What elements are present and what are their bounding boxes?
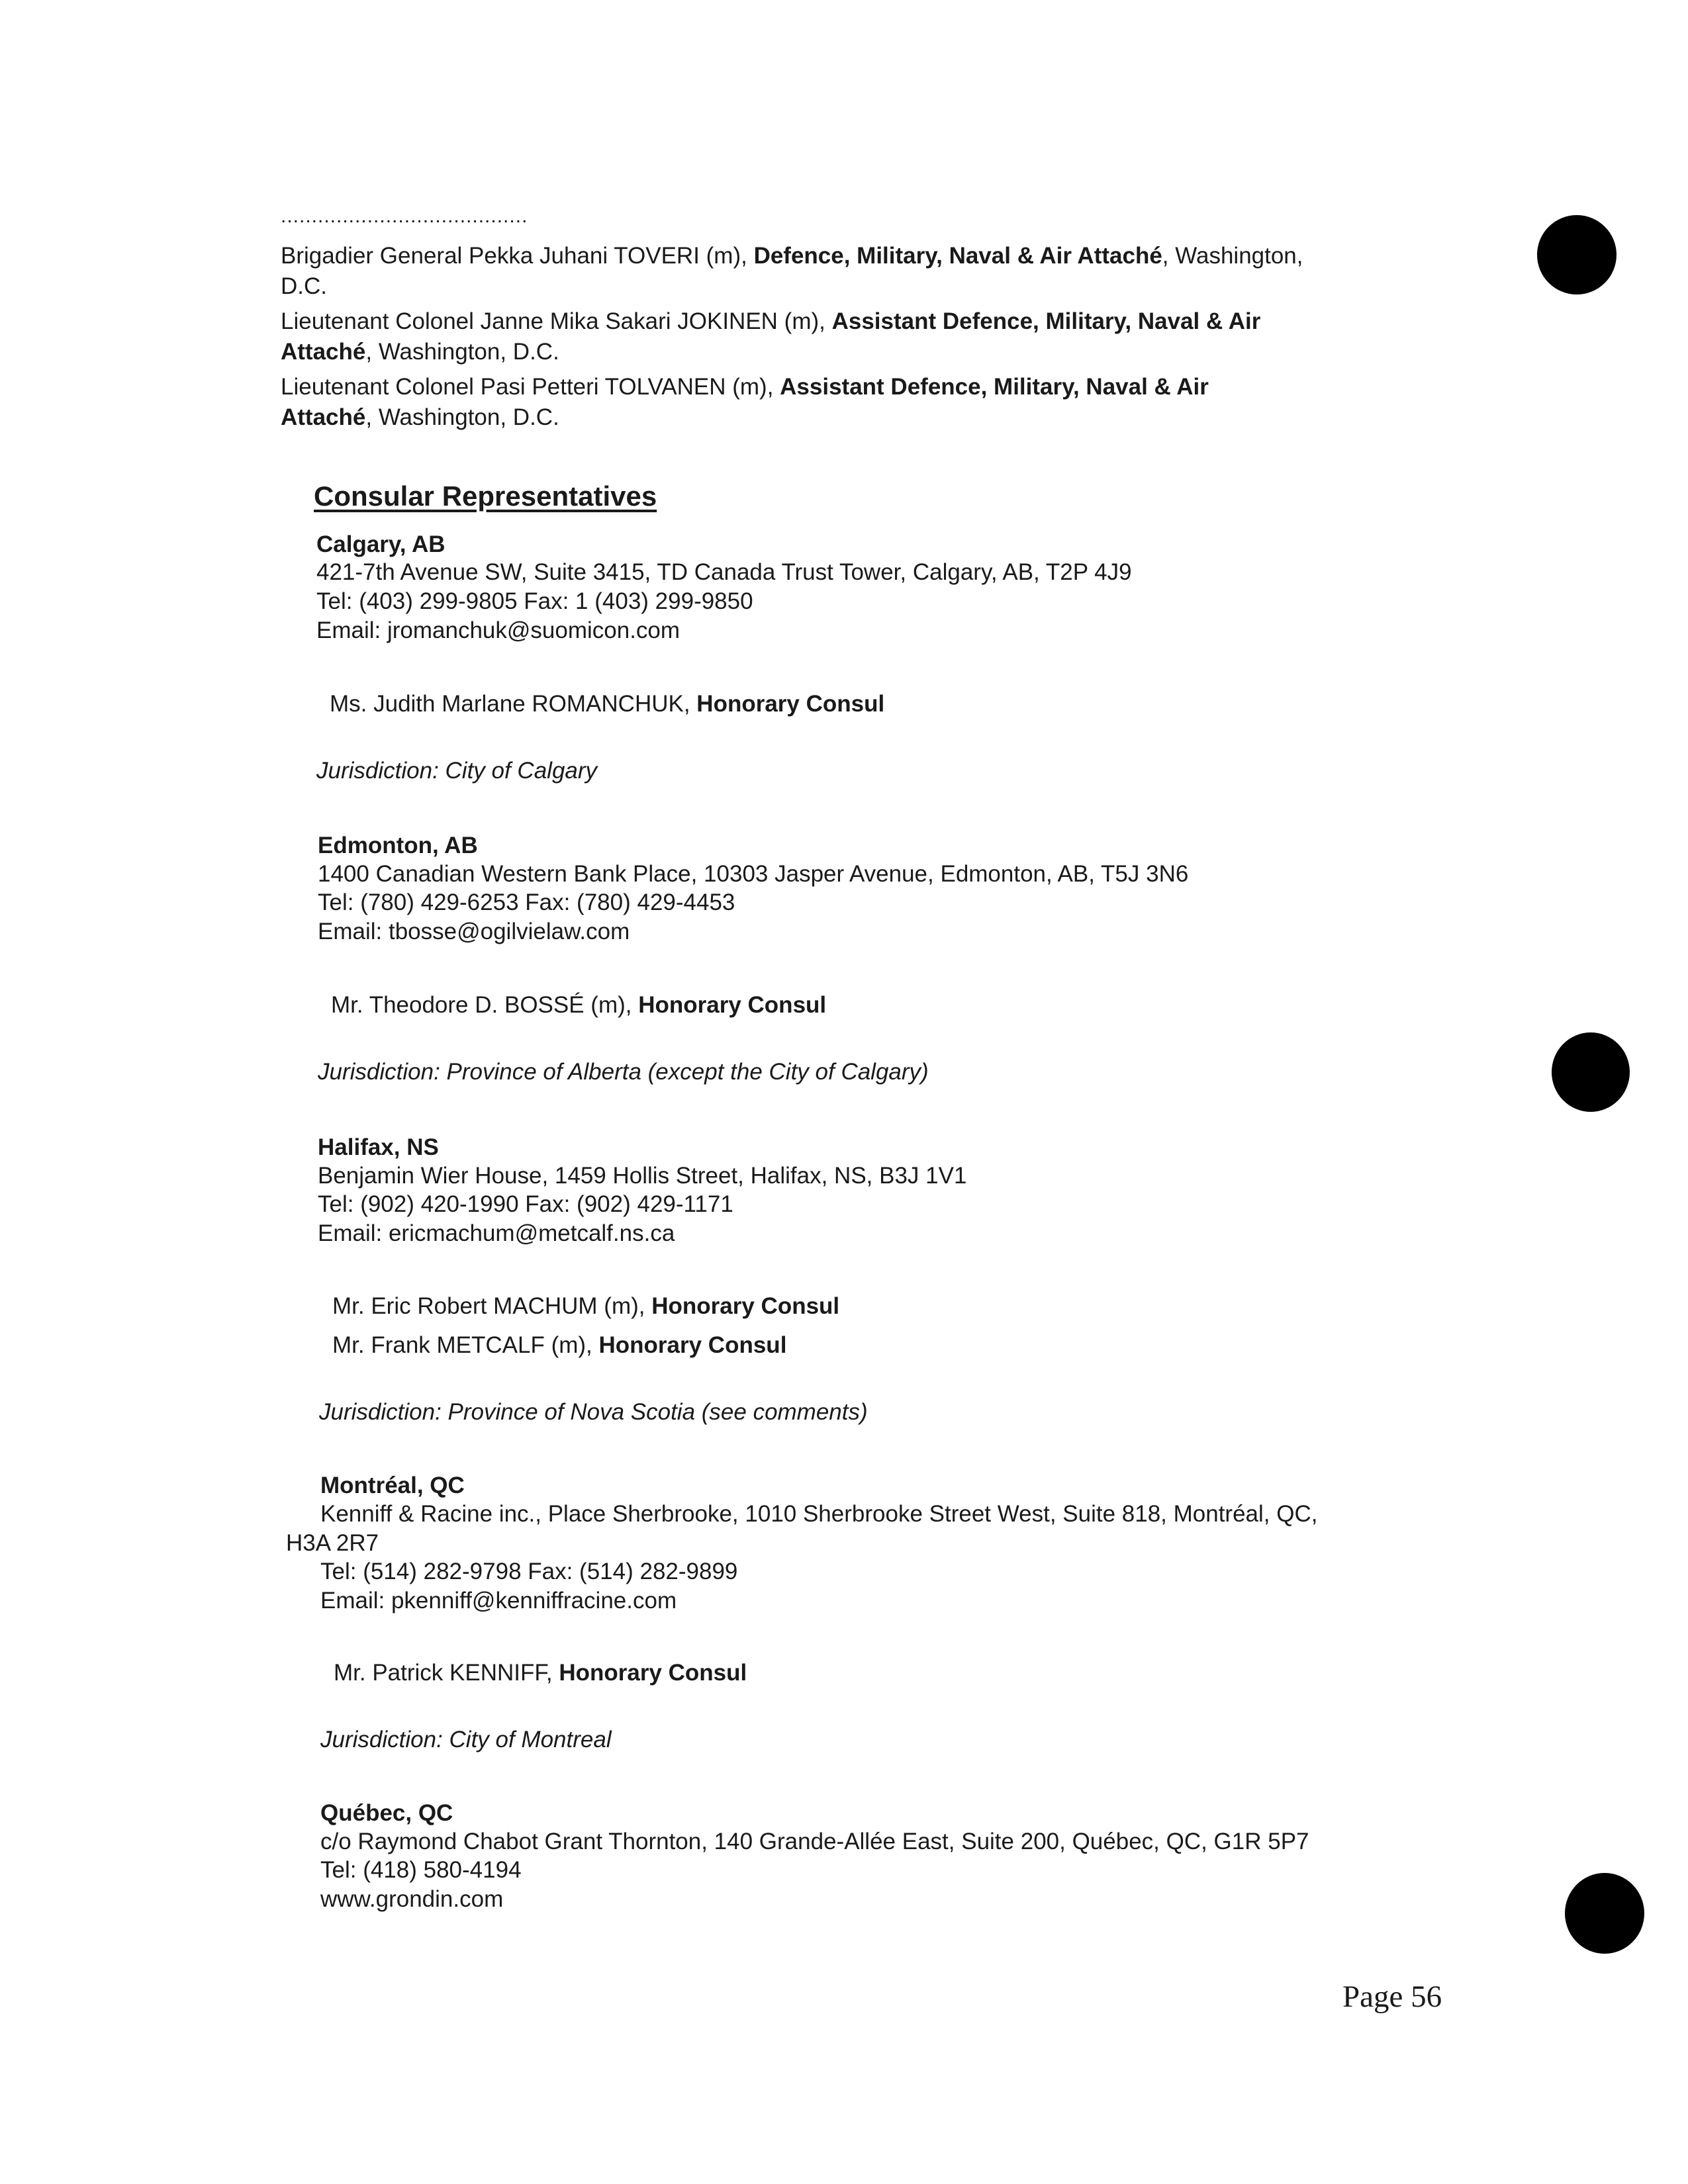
consulate-address: c/o Raymond Chabot Grant Thornton, 140 Grande-Allée East, Suite 200, Québec, QC, G1R 5P7	[320, 1829, 1309, 1854]
attache-entry-tolvanen-cont: Attaché, Washington, D.C.	[281, 404, 559, 430]
consulate-city: Calgary, AB	[316, 531, 445, 557]
consulate-address: Kenniff & Racine inc., Place Sherbrooke, 1010 Sherbrooke Street West, Suite 818, Montréal, QC,	[320, 1501, 1318, 1527]
punch-hole-bottom	[1565, 1873, 1644, 1954]
attache-entry-jokinen: Lieutenant Colonel Janne Mika Sakari JOKINEN (m), Assistant Defence, Military, Naval & Air	[281, 308, 1261, 334]
consulate-address: 1400 Canadian Western Bank Place, 10303 Jasper Avenue, Edmonton, AB, T5J 3N6	[318, 861, 1189, 887]
consulate-city: Québec, QC	[320, 1800, 453, 1826]
consulate-city: Edmonton, AB	[318, 833, 478, 858]
consulate-phone: Tel: (403) 299-9805 Fax: 1 (403) 299-9850	[316, 588, 753, 614]
attache-entry-jokinen-cont: Attaché, Washington, D.C.	[281, 339, 559, 365]
section-title: Consular Representatives	[314, 480, 657, 512]
punch-hole-middle	[1552, 1032, 1630, 1112]
punch-hole-top	[1537, 215, 1617, 295]
dotted-separator: ........................................	[281, 205, 528, 227]
jurisdiction: Jurisdiction: Province of Alberta (except the City of Calgary)	[318, 1059, 929, 1085]
consulate-city: Halifax, NS	[318, 1134, 439, 1160]
officer-entry: Mr. Frank METCALF (m), Honorary Consul	[332, 1332, 787, 1358]
consulate-phone: Tel: (902) 420-1990 Fax: (902) 429-1171	[318, 1191, 733, 1217]
consulate-email: Email: pkenniff@kenniffracine.com	[320, 1588, 677, 1614]
jurisdiction: Jurisdiction: Province of Nova Scotia (see comments)	[319, 1399, 868, 1425]
officer-entry: Mr. Patrick KENNIFF, Honorary Consul	[334, 1660, 747, 1686]
officer-entry: Mr. Theodore D. BOSSÉ (m), Honorary Consul	[331, 992, 827, 1018]
consulate-city: Montréal, QC	[320, 1473, 465, 1498]
consulate-phone: Tel: (514) 282-9798 Fax: (514) 282-9899	[320, 1559, 738, 1584]
page-number: Page 56	[1342, 1979, 1442, 2014]
consulate-email: Email: ericmachum@metcalf.ns.ca	[318, 1220, 675, 1246]
consulate-phone: Tel: (418) 580-4194	[320, 1857, 522, 1883]
officer-entry: Ms. Judith Marlane ROMANCHUK, Honorary Consul	[330, 691, 885, 717]
attache-entry-toveri-cont: D.C.	[281, 273, 327, 299]
consulate-phone: Tel: (780) 429-6253 Fax: (780) 429-4453	[318, 889, 735, 915]
attache-entry-tolvanen: Lieutenant Colonel Pasi Petteri TOLVANEN (m), Assistant Defence, Military, Naval & Air	[281, 374, 1209, 400]
jurisdiction: Jurisdiction: City of Montreal	[320, 1727, 612, 1752]
consulate-website: www.grondin.com	[320, 1886, 504, 1912]
consulate-address: Benjamin Wier House, 1459 Hollis Street, Halifax, NS, B3J 1V1	[318, 1163, 967, 1189]
consulate-address-cont: H3A 2R7	[286, 1530, 379, 1556]
attache-entry-toveri: Brigadier General Pekka Juhani TOVERI (m), Defence, Military, Naval & Air Attaché, Washington,	[281, 243, 1303, 269]
consulate-email: Email: jromanchuk@suomicon.com	[316, 617, 680, 643]
consulate-address: 421-7th Avenue SW, Suite 3415, TD Canada Trust Tower, Calgary, AB, T2P 4J9	[316, 559, 1132, 585]
officer-entry: Mr. Eric Robert MACHUM (m), Honorary Consul	[332, 1293, 840, 1319]
consulate-email: Email: tbosse@ogilvielaw.com	[318, 919, 630, 944]
jurisdiction: Jurisdiction: City of Calgary	[316, 758, 598, 784]
